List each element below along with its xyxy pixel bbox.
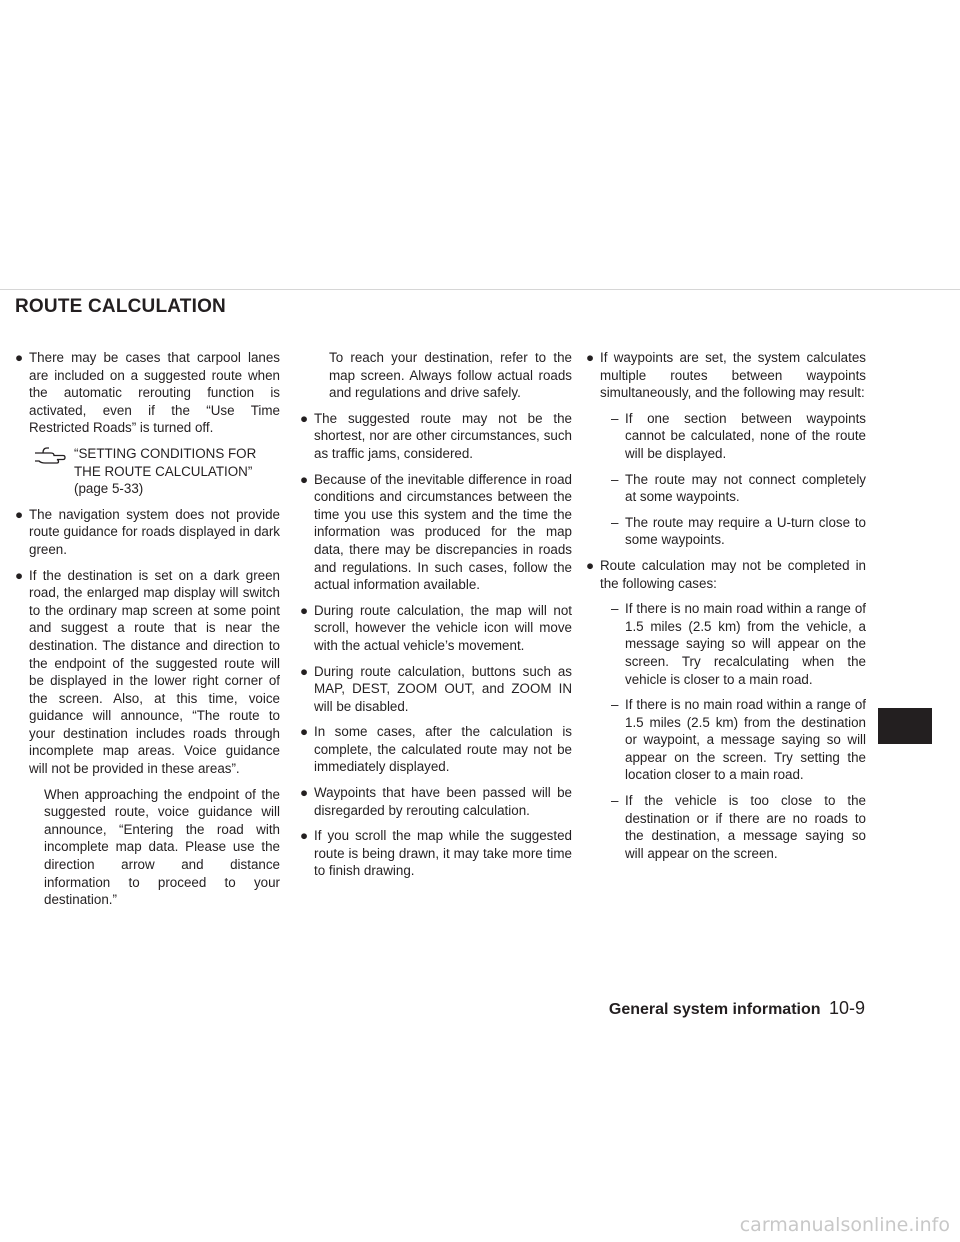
list-item [300, 410, 572, 463]
sub-list-item-text: If the vehicle is too close to the destination or if there are no roads to the destination, a message saying so will appear on the screen. [625, 793, 866, 861]
dash-marker: – [611, 410, 619, 426]
sub-list-item [586, 600, 866, 688]
sub-list-item [586, 696, 866, 784]
cross-reference [15, 445, 280, 498]
dash-marker: – [611, 601, 619, 617]
header-rule [0, 289, 960, 290]
bullet-icon: ● [15, 567, 24, 583]
sub-list-item-text: If there is no main road within a range of 1.5 miles (2.5 km) from the destination or waypoint, a message saying so will appear on the screen. Try setting the location closer to a main road. [625, 697, 866, 783]
list-item [586, 349, 866, 402]
bullet-icon: ● [300, 828, 309, 844]
list-item [15, 506, 280, 559]
list-item [586, 557, 866, 592]
reference-line: THE ROUTE CALCULATION” [74, 463, 253, 479]
sub-list-item-text: The route may not connect completely at some waypoints. [625, 471, 866, 505]
list-item [300, 827, 572, 880]
section-title: ROUTE CALCULATION [15, 296, 226, 317]
sub-list-item-text: If there is no main road within a range of 1.5 miles (2.5 km) from the vehicle, a message saying so will appear on the screen. Try recalculating when the vehicle is closer to a main road. [625, 601, 866, 687]
list-item [15, 349, 280, 437]
list-item [300, 784, 572, 819]
column-3 [586, 349, 866, 870]
bullet-icon: ● [15, 350, 24, 365]
reference-line: “SETTING CONDITIONS FOR [74, 445, 257, 461]
bullet-icon: ● [586, 350, 595, 365]
dash-marker: – [611, 697, 619, 713]
sub-list-item [586, 471, 866, 506]
list-item [300, 471, 572, 594]
bullet-icon: ● [300, 663, 309, 679]
list-item [300, 602, 572, 655]
sub-list-item [586, 792, 866, 862]
bullet-icon: ● [300, 724, 309, 740]
list-item-text: During route calculation, buttons such as MAP, DEST, ZOOM OUT, and ZOOM IN will be disabled. [314, 663, 572, 714]
column-1 [15, 349, 280, 917]
list-item-text: Because of the inevitable difference in road conditions and circumstances between the time you use this system and the time the information was produced for the map data, there may be discrepancies in roads and regulations. In such cases, follow the actual information available. [314, 471, 572, 593]
sub-list-item-text: If one section between waypoints cannot be calculated, none of the route will be displayed. [625, 410, 866, 461]
pointing-hand-icon [33, 445, 67, 465]
list-item [15, 567, 280, 778]
bullet-icon: ● [300, 410, 309, 426]
chapter-tab [878, 708, 932, 744]
watermark: carmanualsonline.info [739, 1214, 950, 1236]
page-footer [609, 998, 865, 1019]
list-item-text: The suggested route may not be the shortest, nor are other circumstances, such as traffic jams, considered. [314, 410, 572, 461]
list-item [300, 663, 572, 716]
dash-marker: – [611, 471, 619, 487]
list-item-text: If waypoints are set, the system calculates multiple routes between waypoints simultaneously, and the following may result: [600, 350, 866, 401]
paragraph: To reach your destination, refer to the map screen. Always follow actual roads and regulations and drive safely. [329, 350, 572, 401]
list-item [300, 723, 572, 776]
list-item-text: Route calculation may not be completed in the following cases: [600, 557, 866, 591]
bullet-icon: ● [300, 471, 309, 487]
sub-list-item [586, 514, 866, 549]
sub-list-item [586, 410, 866, 463]
footer-section-title: General system information [608, 1001, 821, 1018]
bullet-icon: ● [300, 785, 309, 801]
bullet-icon: ● [300, 602, 309, 618]
list-item-text: If you scroll the map while the suggested route is being drawn, it may take more time to finish drawing. [314, 828, 572, 879]
paragraph: When approaching the endpoint of the suggested route, voice guidance will announce, “Entering the road with incomplete map data. Please use the direction arrow and distance information to proceed to your destination.” [44, 786, 280, 908]
list-item-text: In some cases, after the calculation is complete, the calculated route may not be immediately displayed. [314, 724, 572, 775]
dash-marker: – [611, 793, 619, 809]
bullet-icon: ● [586, 557, 595, 573]
reference-page: (page 5-33) [74, 481, 144, 497]
list-item-text: If the destination is set on a dark green road, the enlarged map display will switch to the ordinary map screen at some point and suggest a route that is near the destination. The distance and direction to the endpoint of the suggested route will be displayed in the lower right corner of the screen. Also, at this time, voice guidance will announce, “The route to your destination includes roads through incomplete map areas. Voice guidance will not be provided in these areas”. [29, 567, 280, 777]
dash-marker: – [611, 514, 619, 530]
list-item-text: The navigation system does not provide route guidance for roads displayed in dark green. [29, 506, 280, 557]
sub-list-item-text: The route may require a U-turn close to some waypoints. [625, 514, 866, 548]
bullet-icon: ● [15, 506, 24, 522]
page-number: 10-9 [828, 998, 865, 1018]
list-item-text: During route calculation, the map will not scroll, however the vehicle icon will move with the actual vehicle’s movement. [314, 602, 572, 653]
column-2 [300, 349, 572, 888]
list-item-text: There may be cases that carpool lanes are included on a suggested route when the automatic rerouting function is activated, even if the “Use Time Restricted Roads” is turned off. [29, 350, 280, 436]
list-item-text: Waypoints that have been passed will be disregarded by rerouting calculation. [314, 785, 572, 818]
